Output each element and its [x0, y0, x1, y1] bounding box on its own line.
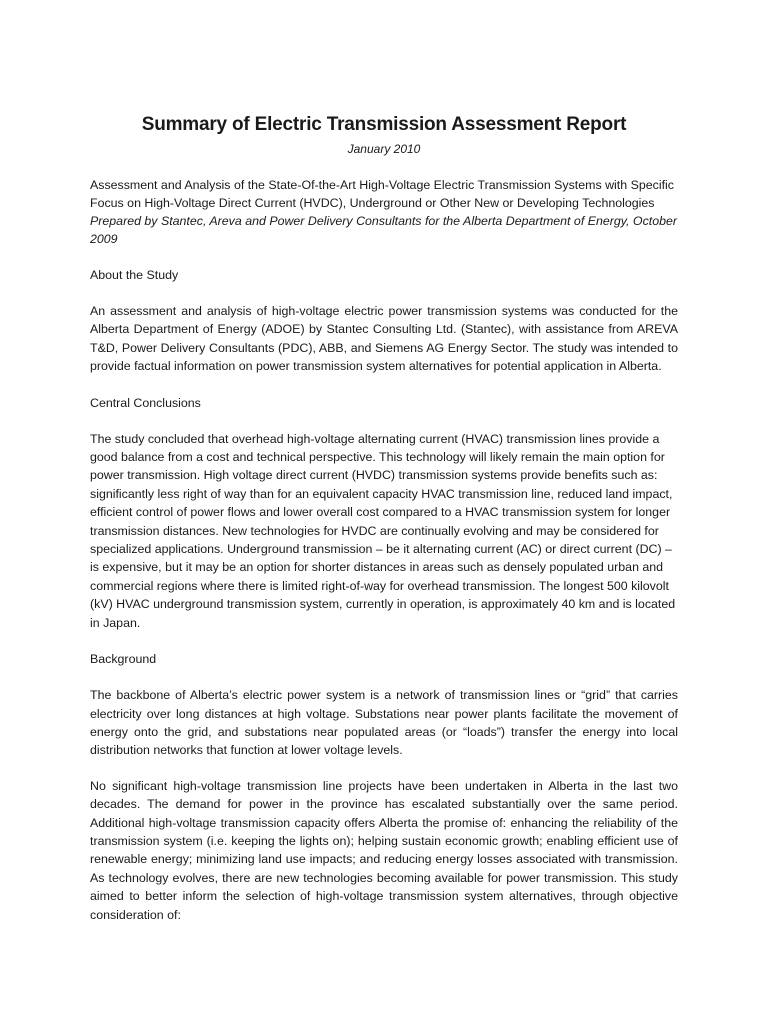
about-paragraph: An assessment and analysis of high-voltage electric power transmission systems was conducted for the Alberta Department of Energy (ADOE) by Stantec Consulting Ltd. (Stantec), with assistance from AREVA T&D, Power Delivery Consultants (PDC), ABB, and Siemens AG Energy Sector. The study was intended to provide factual information on power transmission system alternatives for potential application in Alberta. [90, 304, 678, 374]
section-heading-conclusions: Central Conclusions [90, 395, 201, 410]
section-heading-background: Background [90, 652, 157, 667]
document-title: Summary of Electric Transmission Assessment Report [141, 114, 627, 135]
section-heading-about: About the Study [90, 268, 179, 282]
document-date: January 2010 [347, 142, 421, 156]
background-paragraph-2: No significant high-voltage transmission line projects have been undertaken in Alberta in the last two decades. The demand for power in the province has escalated substantially over the same period. Additional high-voltage transmission capacity offers Alberta the promise of: enhancing the reliability of the transmission system (i.e. keeping the lights on); helping sustain economic growth; enabling efficient use of renewable energy; minimizing land use impacts; and reducing energy losses associated with transmission. As technology evolves, there are new technologies becoming available for power transmission. This study aimed to better inform the selection of high-voltage transmission system alternatives, through objective consideration of: [90, 778, 678, 922]
document-subtitle: Assessment and Analysis of the State-Of-the-Art High-Voltage Electric Transmission Systems with Specific Focus on High-Voltage Direct Current (HVDC), Underground or Other New or Developing Technologies [90, 178, 674, 210]
prepared-by-line: Prepared by Stantec, Areva and Power Delivery Consultants for the Alberta Department of Energy, October 2009 [90, 214, 678, 246]
background-paragraph-1: The backbone of Alberta’s electric power system is a network of transmission lines or “grid” that carries electricity over long distances at high voltage. Substations near power plants facilitate the movement of energy onto the grid, and substations near populated areas (or “loads”) transfer the energy into local distribution networks that function at lower voltage levels. [90, 688, 678, 758]
document-page [90, 112, 678, 924]
conclusions-paragraph: The study concluded that overhead high-voltage alternating current (HVAC) transmission lines provide a good balance from a cost and technical perspective. This technology will likely remain the main option for power transmission. High voltage direct current (HVDC) transmission systems provide benefits such as: significantly less right of way than for an equivalent capacity HVAC transmission line, reduced land impact, efficient control of power flows and lower overall cost compared to a HVAC transmission system for longer transmission distances. New technologies for HVDC are continually evolving and may be considered for specialized applications. Underground transmission – be it alternating current (AC) or direct current (DC) – is expensive, but it may be an option for shorter distances in areas such as densely populated urban and commercial regions where there is limited right-of-way for overhead transmission. The longest 500 kilovolt (kV) HVAC underground transmission system, currently in operation, is approximately 40 km and is located in Japan. [90, 431, 676, 630]
